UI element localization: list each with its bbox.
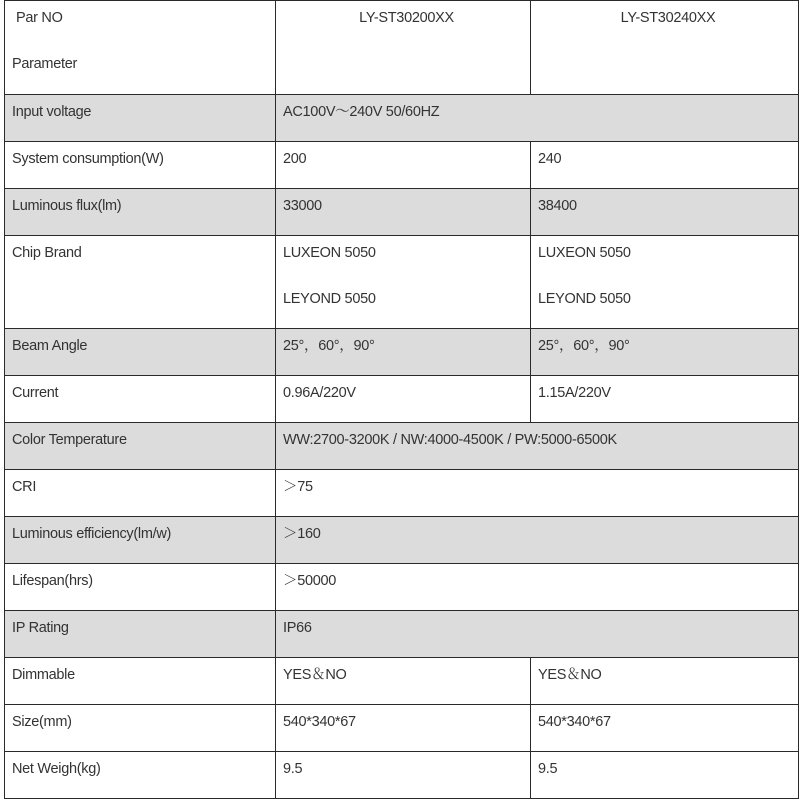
row-value-b: YES＆NO [531,658,799,705]
row-value-b: 25°，60°，90° [531,329,799,376]
table-row [5,752,799,799]
row-label: Luminous flux(lm) [5,189,276,236]
row-label: Size(mm) [5,705,276,752]
row-label: Color Temperature [5,423,276,470]
row-value-b: 540*340*67 [531,705,799,752]
row-value: WW:2700-3200K / NW:4000-4500K / PW:5000-6500K [276,423,799,470]
row-value-b: 240 [531,142,799,189]
row-label: Chip Brand [5,236,276,329]
table-row [5,329,799,376]
row-label: CRI [5,470,276,517]
spec-table [4,0,799,799]
table-row [5,705,799,752]
header-parameter: Parameter [12,56,77,72]
row-label: Dimmable [5,658,276,705]
header-model-a: LY-ST30200XX [276,1,531,95]
row-value: ＞160 [276,517,799,564]
row-value: ＞50000 [276,564,799,611]
row-value-b [531,236,799,329]
table-row [5,142,799,189]
row-value-b: 38400 [531,189,799,236]
chip-a-line2: LEYOND 5050 [283,291,376,307]
row-label: Input voltage [5,95,276,142]
row-value-a: 9.5 [276,752,531,799]
table-row [5,658,799,705]
row-value-a: 540*340*67 [276,705,531,752]
table-row [5,564,799,611]
row-label: IP Rating [5,611,276,658]
header-model-b: LY-ST30240XX [531,1,799,95]
row-label: System consumption(W) [5,142,276,189]
chip-a-line1: LUXEON 5050 [283,245,376,261]
row-label: Net Weigh(kg) [5,752,276,799]
table-row [5,517,799,564]
table-row [5,189,799,236]
row-label: Lifespan(hrs) [5,564,276,611]
row-value-b: 1.15A/220V [531,376,799,423]
header-param-cell [5,1,276,95]
row-value-b: 9.5 [531,752,799,799]
row-label: Current [5,376,276,423]
row-label: Beam Angle [5,329,276,376]
table-row [5,611,799,658]
table-row [5,236,799,329]
table-row [5,423,799,470]
row-value: IP66 [276,611,799,658]
header-row [5,1,799,95]
row-value-a [276,236,531,329]
row-label: Luminous efficiency(lm/w) [5,517,276,564]
table-row [5,95,799,142]
chip-b-line2: LEYOND 5050 [538,291,631,307]
row-value-a: YES＆NO [276,658,531,705]
table-row [5,470,799,517]
row-value-a: 0.96A/220V [276,376,531,423]
row-value: ＞75 [276,470,799,517]
table-row [5,376,799,423]
row-value-a: 33000 [276,189,531,236]
chip-b-line1: LUXEON 5050 [538,245,631,261]
row-value-a: 200 [276,142,531,189]
row-value-a: 25°，60°，90° [276,329,531,376]
row-value: AC100V～240V 50/60HZ [276,95,799,142]
header-par-no: Par NO [16,10,63,26]
